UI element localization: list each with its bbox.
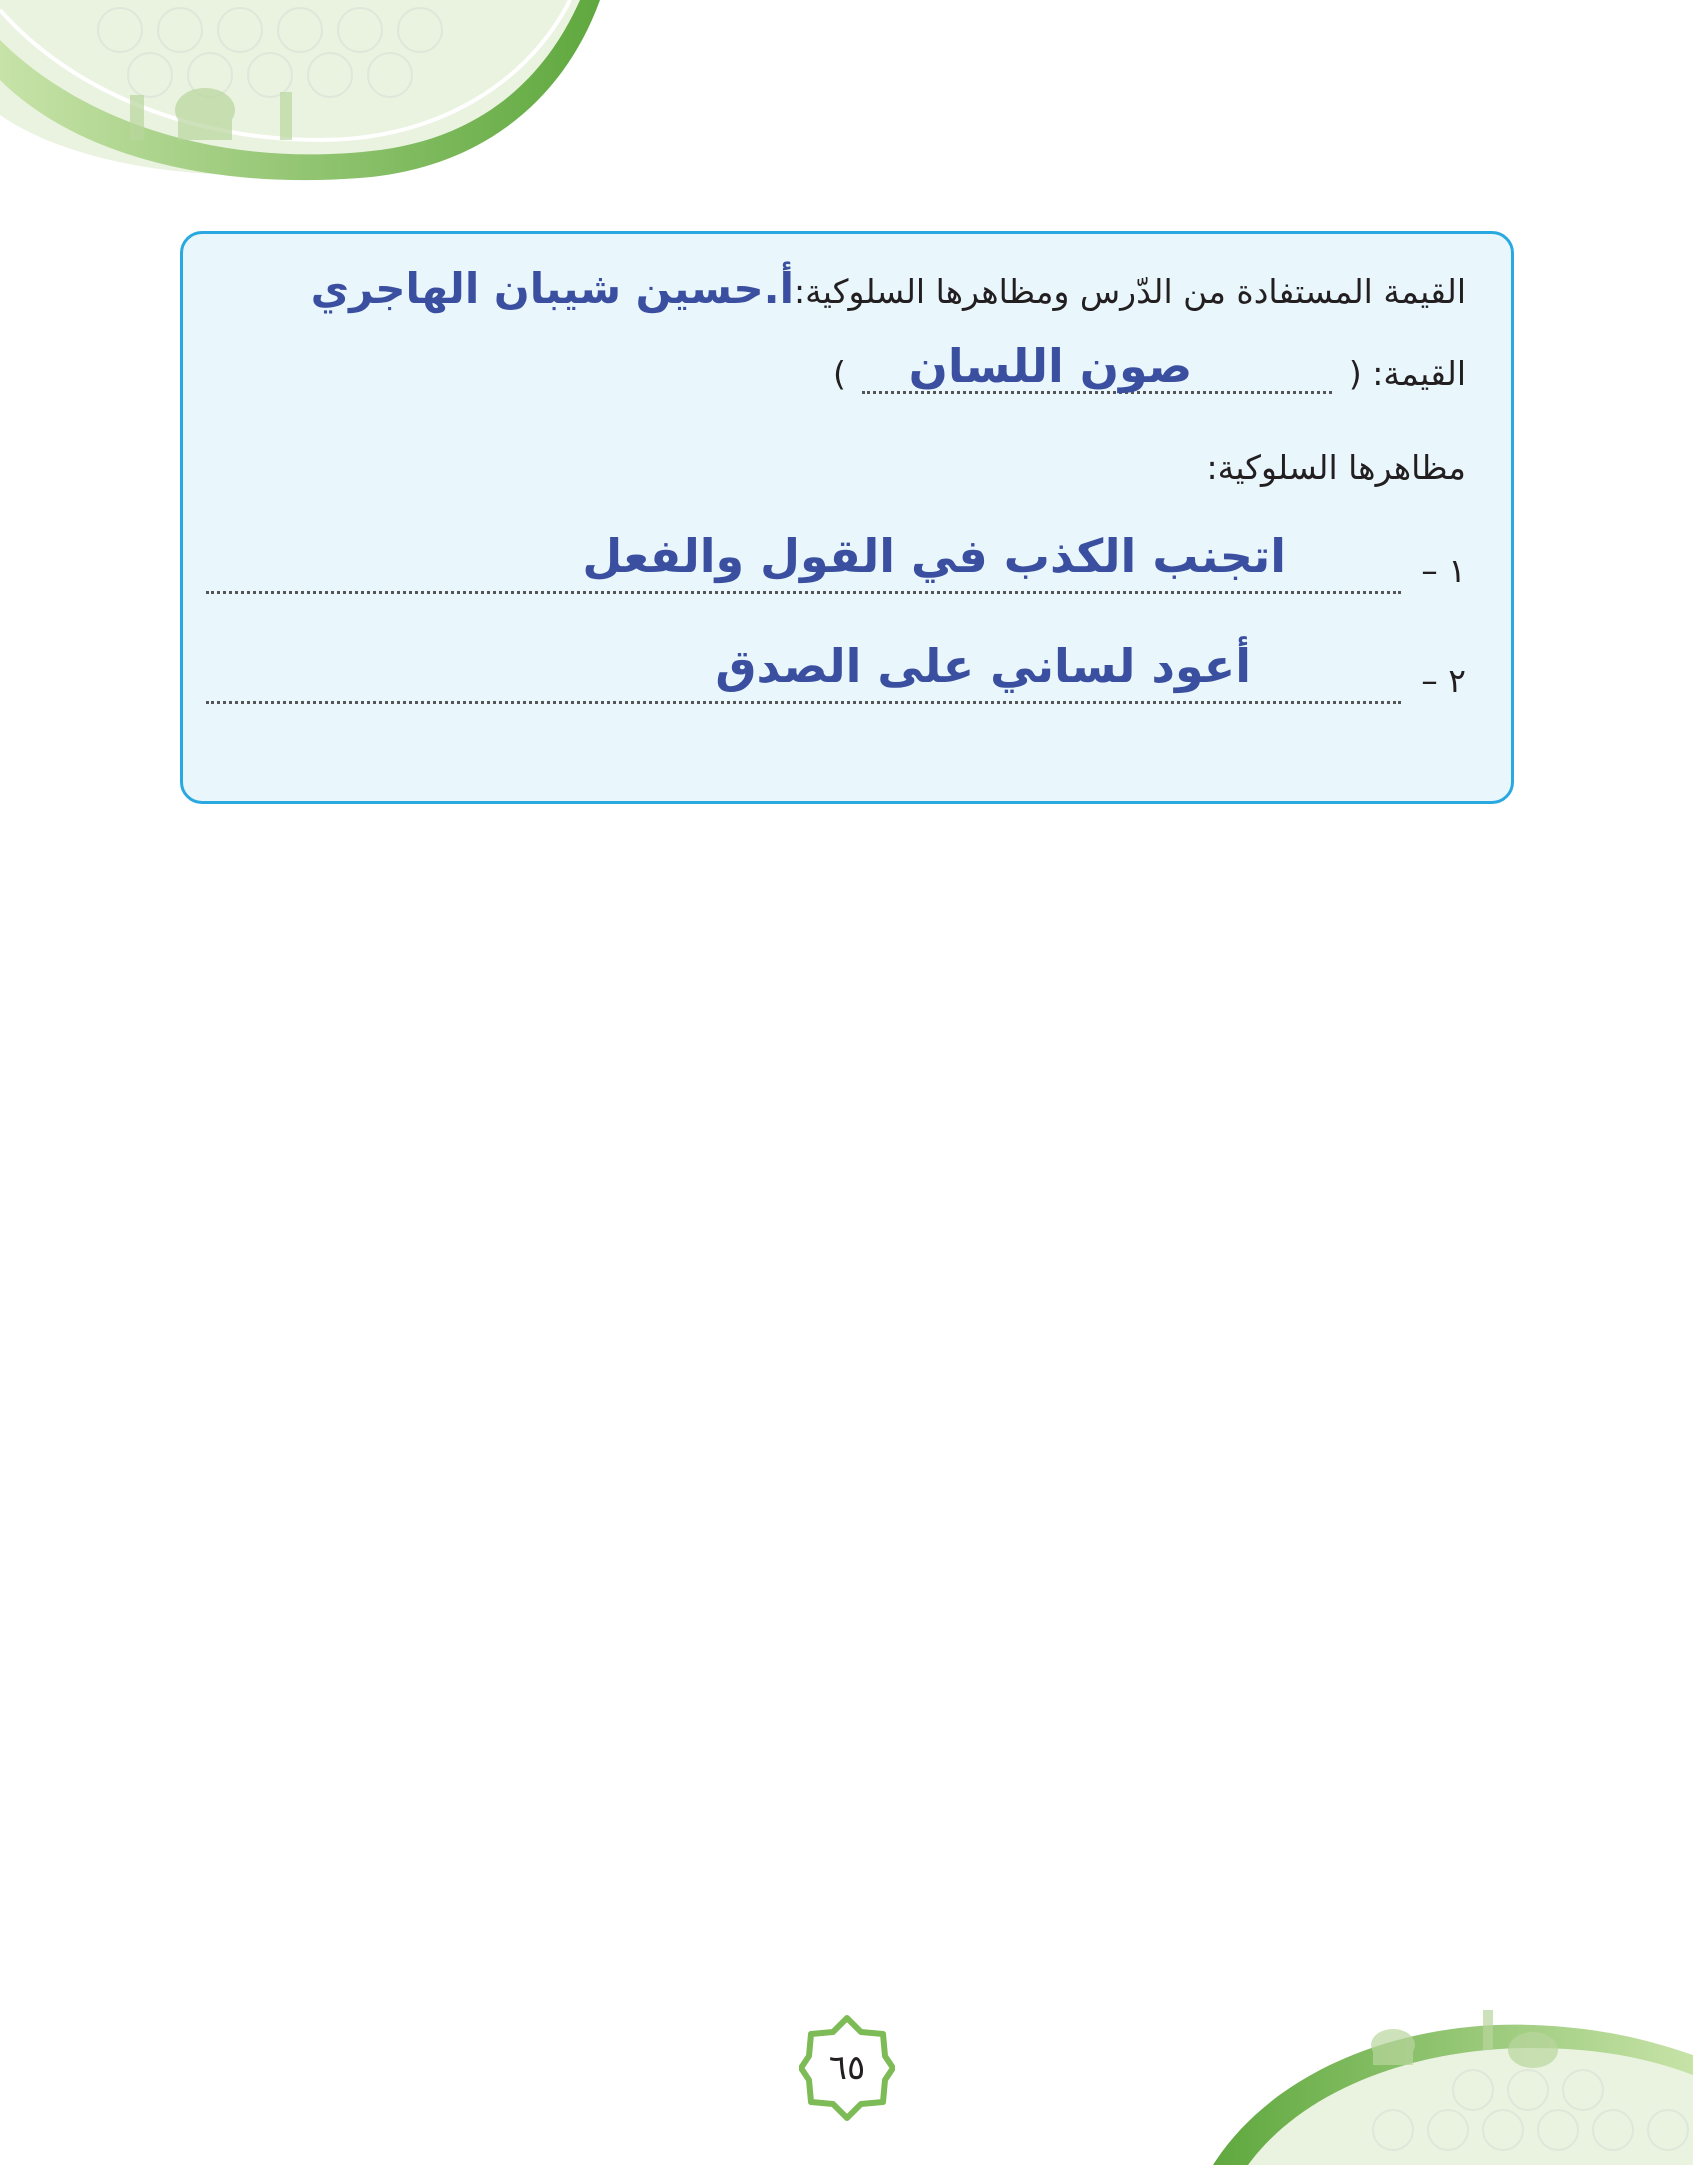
item-number: ١ – bbox=[1421, 551, 1466, 590]
bottom-corner-decoration bbox=[1193, 1990, 1693, 2165]
page-number-badge bbox=[799, 2014, 895, 2122]
item-number: ٢ – bbox=[1421, 661, 1466, 700]
list-item bbox=[206, 639, 1466, 709]
top-corner-decoration bbox=[0, 0, 600, 190]
value-box bbox=[180, 231, 1514, 804]
heading-label: القيمة المستفادة من الدّرس ومظاهرها السلوكية: bbox=[793, 272, 1466, 311]
value-answer: صون اللسان bbox=[908, 339, 1193, 393]
value-close-paren: ) bbox=[832, 354, 846, 393]
manifestations-label: مظاهرها السلوكية: bbox=[1206, 448, 1466, 487]
item-dotted-line bbox=[206, 591, 1401, 594]
author-name: أ.حسين شيبان الهاجري bbox=[310, 264, 794, 313]
item-answer: أعود لساني على الصدق bbox=[715, 639, 1251, 693]
value-line bbox=[832, 339, 1466, 394]
list-item bbox=[206, 529, 1466, 599]
value-dotted-line bbox=[862, 339, 1332, 394]
page-number: ٦٥ bbox=[828, 2048, 866, 2088]
item-dotted-line bbox=[206, 701, 1401, 704]
item-answer: اتجنب الكذب في القول والفعل bbox=[582, 529, 1286, 583]
heading-line bbox=[311, 264, 1466, 313]
value-label: القيمة: ( bbox=[1348, 354, 1466, 393]
